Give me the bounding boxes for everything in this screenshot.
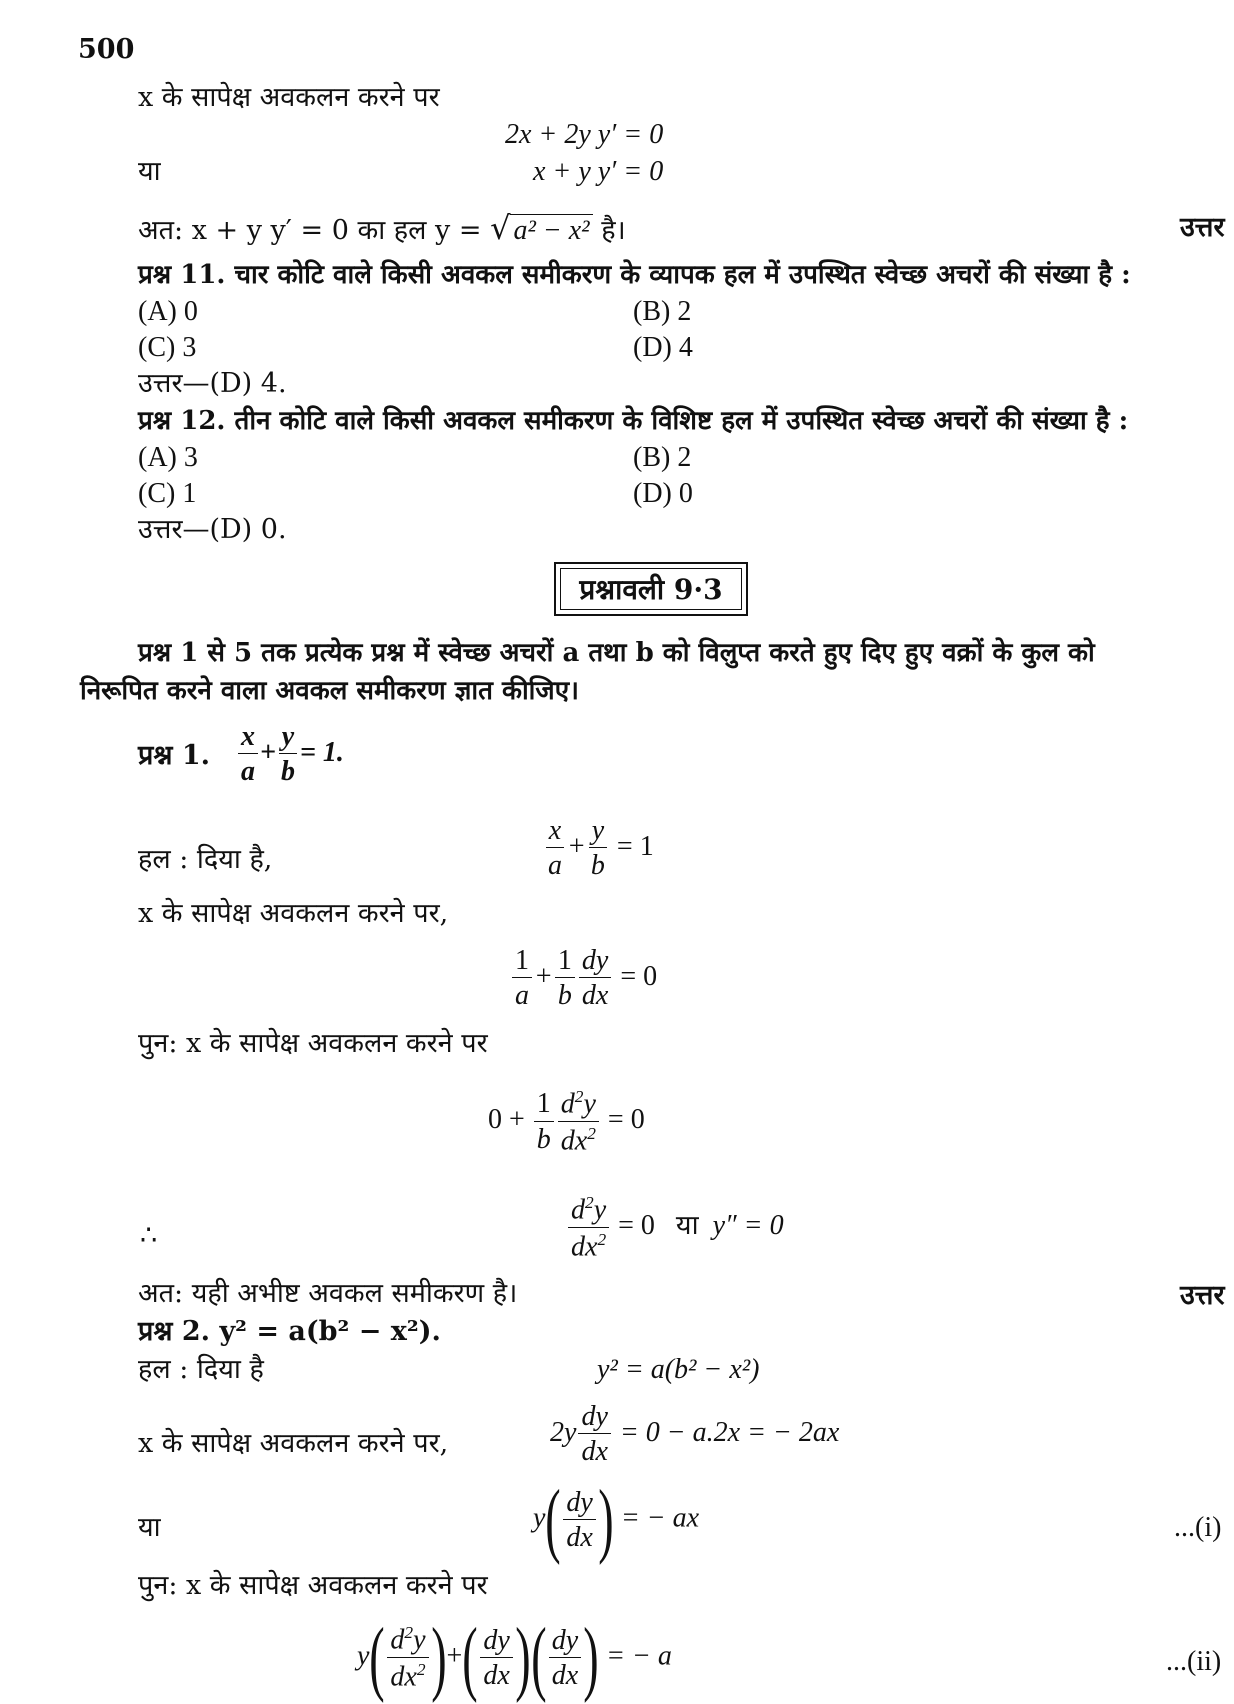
uttar-label-1: उत्तर bbox=[1180, 212, 1225, 243]
problem-1-equation: $\frac{x}{a}$ + $\frac{y}{b}$ = 1. bbox=[236, 722, 344, 787]
q12-option-b: (B) 2 bbox=[633, 442, 692, 473]
diff-line: x के सापेक्ष अवकलन करने पर bbox=[138, 82, 440, 113]
top-conclusion: अत: x + y y′ = 0 का हल y = √ a² − x² है। bbox=[138, 209, 626, 247]
p2-diff-1: x के सापेक्ष अवकलन करने पर, bbox=[138, 1428, 449, 1459]
p1-first-derivative: $\frac{1}{a}$ + $\frac{1}{b}$ $\frac{dy}{dx}$ = 0 bbox=[510, 946, 657, 1011]
p2-given: हल : दिया है bbox=[138, 1354, 264, 1385]
p2-equation-ii: y( $\frac{d^2y}{dx^2}$ )+( $\frac{dy}{dx}$ )( $\frac{dy}{dx}$ ) = − a bbox=[357, 1611, 672, 1704]
ya-word: या bbox=[138, 156, 161, 187]
p1-second-derivative: 0 + $\frac{1}{b}$ $\frac{d^2y}{dx^2}$ = 0 bbox=[488, 1087, 645, 1157]
q11-option-d: (D) 4 bbox=[633, 332, 693, 363]
p2-rhs-3: = − a bbox=[606, 1640, 672, 1672]
problem-1-label: प्रश्न 1. bbox=[138, 740, 211, 771]
p2-equation-i: y( $\frac{dy}{dx}$ ) = − ax bbox=[533, 1473, 700, 1566]
p2-ya: या bbox=[138, 1512, 161, 1543]
p1-given-equation: $\frac{x}{a}$ + $\frac{y}{b}$ = 1 bbox=[543, 816, 654, 881]
p2-rhs-2: = − ax bbox=[620, 1502, 700, 1534]
p2-given-equation: y² = a(b² − x²) bbox=[597, 1354, 760, 1385]
problem-2-question: प्रश्न 2. y² = a(b² − x²). bbox=[138, 1316, 441, 1347]
exercise-heading-box bbox=[554, 562, 748, 616]
therefore-symbol: ∴ bbox=[140, 1220, 158, 1251]
equation-2: x + y y′ = 0 bbox=[533, 156, 664, 187]
p1-diff-2: पुन: x के सापेक्ष अवकलन करने पर bbox=[138, 1028, 488, 1059]
p1-ya: या bbox=[675, 1210, 699, 1241]
p1-result-equation: $\frac{d^2y}{dx^2}$ = 0 या y″ = 0 bbox=[566, 1194, 784, 1261]
p2-diff-2: पुन: x के सापेक्ष अवकलन करने पर bbox=[138, 1570, 488, 1601]
q11-option-b: (B) 2 bbox=[633, 296, 692, 327]
p1-conclusion: अत: यही अभीष्ट अवकल समीकरण है। bbox=[138, 1278, 518, 1309]
q12-option-a: (A) 3 bbox=[138, 442, 198, 473]
question-12: प्रश्न 12. तीन कोटि वाले किसी अवकल समीकरण के विशिष्ट हल में उपस्थित स्वेच्छ अचरों की संख्या है : bbox=[138, 406, 1129, 436]
equation-1: 2x + 2y y′ = 0 bbox=[505, 119, 664, 150]
uttar-label-2: उत्तर bbox=[1180, 1280, 1225, 1311]
q11-option-c: (C) 3 bbox=[138, 332, 197, 363]
p1-diff-1: x के सापेक्ष अवकलन करने पर, bbox=[138, 898, 449, 929]
q12-option-d: (D) 0 bbox=[633, 478, 693, 509]
exercise-heading: प्रश्नावली 9·3 bbox=[560, 568, 742, 610]
page-number: 500 bbox=[78, 34, 135, 65]
q12-option-c: (C) 1 bbox=[138, 478, 197, 509]
q11-answer: उत्तर—(D) 4. bbox=[138, 368, 287, 399]
p1-given: हल : दिया है, bbox=[138, 844, 273, 875]
equation-label-i: ...(i) bbox=[1174, 1512, 1222, 1543]
p2-rhs-1: = 0 − a.2x = − 2ax bbox=[619, 1416, 840, 1448]
question-11: प्रश्न 11. चार कोटि वाले किसी अवकल समीकरण के व्यापक हल में उपस्थित स्वेच्छ अचरों की संख्या है : bbox=[138, 260, 1131, 290]
exercise-intro-line-1: प्रश्न 1 से 5 तक प्रत्येक प्रश्न में स्वेच्छ अचरों a तथा b को विलुप्त करते हुए दिए हुए वक्रों के कुल को bbox=[138, 638, 1095, 668]
equation-label-ii: ...(ii) bbox=[1166, 1646, 1222, 1677]
q11-option-a: (A) 0 bbox=[138, 296, 198, 327]
exercise-intro-line-2: निरूपित करने वाला अवकल समीकरण ज्ञात कीजिए। bbox=[80, 676, 579, 706]
p1-final-equation: y″ = 0 bbox=[712, 1210, 784, 1242]
p2-first-derivative: 2y $\frac{dy}{dx}$ = 0 − a.2x = − 2ax bbox=[550, 1401, 840, 1468]
q12-answer: उत्तर—(D) 0. bbox=[138, 514, 287, 545]
